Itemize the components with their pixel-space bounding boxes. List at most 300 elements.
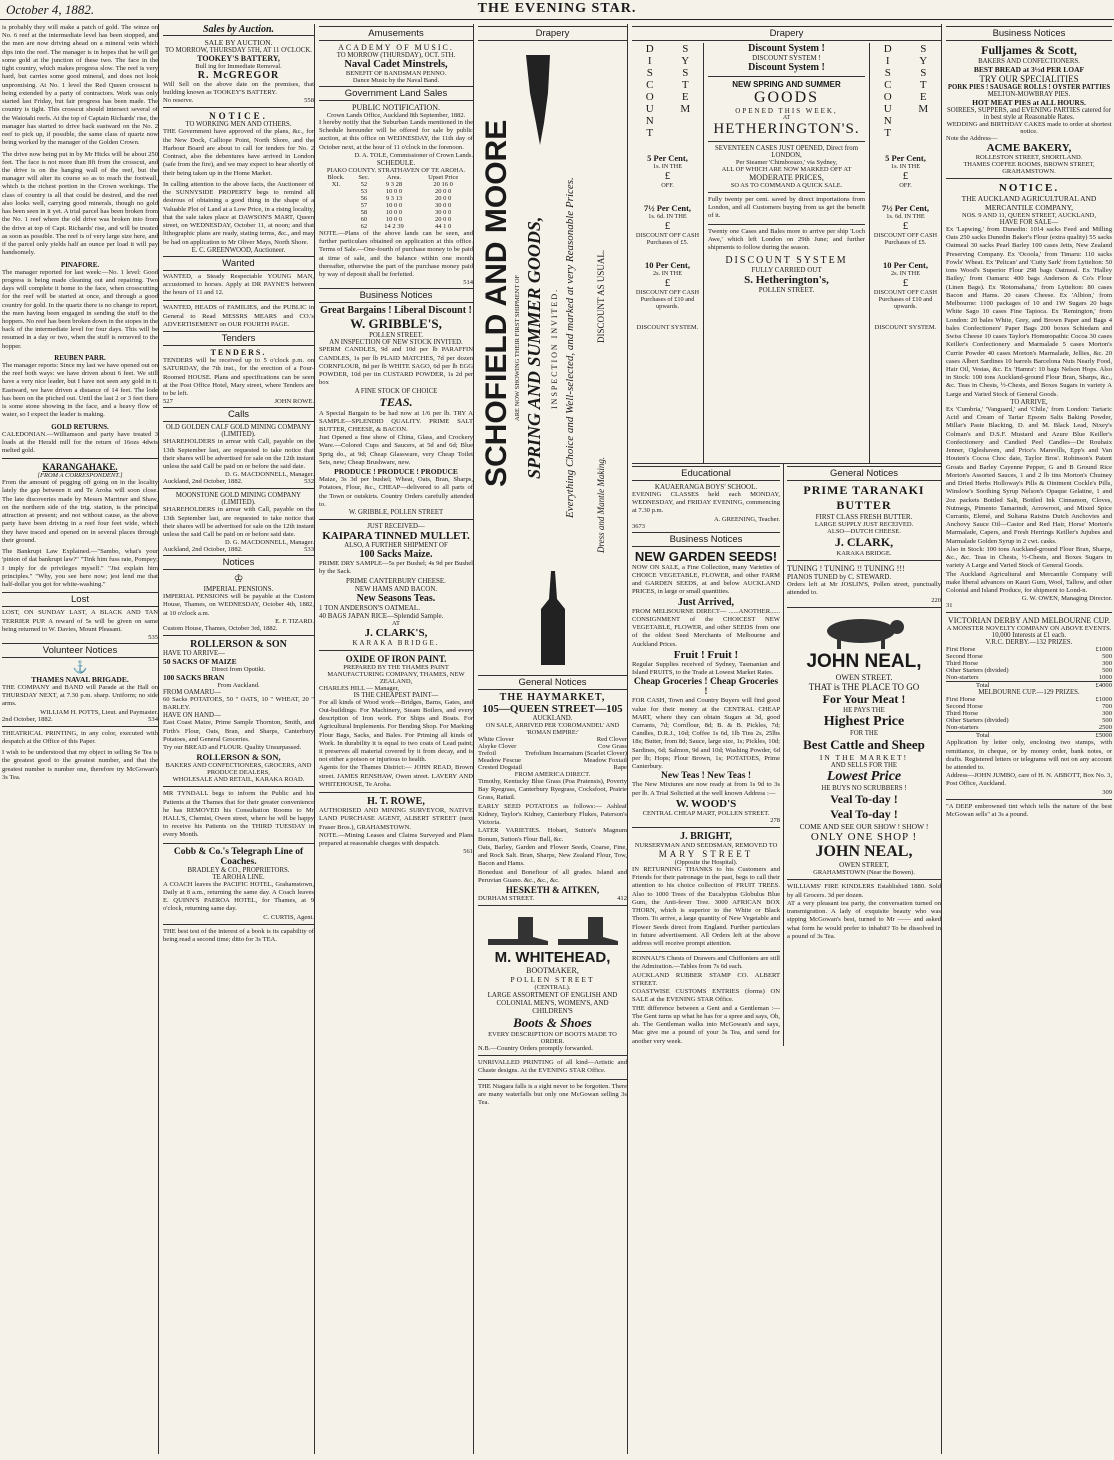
public-notification-place: Crown Lands Office, Auckland 8th September, 1882. — [326, 112, 466, 119]
produce-text: Maize, 3s 3d per bushel; Wheat, Oats, Bran, Sharps, Potatoes, Flour, &c., CHEAP—delivered to all parts of the Town or outskirts. Country Orders carefully attended to. — [319, 476, 473, 508]
agricultural-list: Ex 'Lapwing,' from Dunedin: 1014 sacks Feed and Milling Oats 250 sacks Dunedin Baker's Flour (extra quality) 55 sacks Oatmeal 30 sacks Pearl Barley 100 cases Jetts, New Zealand Preserving Company. Ex 'Ocoola,' from Timaru: 110 sacks Fowls' Wheat. Ex 'Pelican' and 'Cutty Sark' from Lyttelton: 50 tons Wood's Superior Flour 298 bags Oatmeal. Ex 'Halley Bailey,' from Oamaru: 400 bags Anderson & Co's Flour (Linen Bags). Ex 'Rotomahana,' from Lyttelton: 80 cases Bacon and Hams. 20 cases Cheese. Ex 'Albion,' from Melbourne: 1100 packages of 10 and 1W Sugars 20 bags White Sago 10 cases Fine Tapioca. Ex 'Remington,' from London: 20 bales White, Grey, and Brown Paper and Bags 4 bales Confectioners' Paper Bags 200 boxes Schiedam and Swiss Cheese 10 cases Taylor's Homœopathic Cocoa 30 cases Keiller's Confectionery and Marmalade 5 cases Morton's Currie Powder 40 cases Morton's Marmalade, Jellies, &c. 20 cases Albert Sardines 10 barrels Barcelona Nuts Nearly Food, Hair Oil, Vestas, &c. Ex 'Hamra': 10 bags Nelson Hops. Also in Stock: 100 tons Auckland-ground Flour Bran, Sharps, &c., &c. Teas in Chests, ½-Chests, and Boxes Sugars in variety A Large and Varied Stock of General Goods. — [946, 226, 1112, 398]
neal-place: THAT is THE PLACE TO GO — [808, 682, 920, 693]
kaipara-oatmeal: 1 TON ANDERSON'S OATMEAL. — [319, 603, 420, 612]
kaipara-prime-dry: PRIME DRY SAMPLE—5s per Bushel; 4s 9d per Bushel by the Sack. — [319, 560, 473, 576]
gribble-teas: TEAS. — [379, 394, 413, 409]
gribble-note: A Special Bargain to be had now at 1/6 per lb. TRY A SAMPLE—SPLENDID QUALITY. PRIME SALT BUTTER, CHEESE, & BACON. — [319, 409, 473, 433]
discount-rate-line: £ — [664, 170, 671, 182]
schedule-row — [319, 216, 473, 223]
prize-row — [946, 681, 1112, 689]
section-drapery: Drapery — [478, 26, 627, 41]
haymarket-city: AUCKLAND. — [532, 715, 573, 722]
just-arrived: Just Arrived, — [677, 596, 735, 608]
unrivalled-printing: UNRIVALLED PRINTING of all kind—Artistic and Chaste designs. At the EVENING STAR Office. — [478, 1059, 627, 1075]
schedule-header-cell: Area. — [386, 173, 402, 181]
victorian-monster: A MONSTER NOVELTY COMPANY ON ABOVE EVENTS. — [946, 625, 1112, 633]
prize-row — [946, 703, 1112, 710]
agricultural-for-sale: HAVE FOR SALE— — [999, 219, 1059, 226]
hetherington-center — [704, 43, 869, 463]
rowe-note: NOTE.—Mining Leases and Claims Surveyed and Plans prepared at reasonable charges with despatch. — [319, 831, 473, 848]
seed-name: White Clover — [478, 736, 514, 743]
per-steamer: Per Steamer 'Chimborazo,' via Sydney, — [735, 159, 838, 166]
newspaper-title: THE EVENING STAR. — [477, 1, 637, 16]
masthead — [0, 0, 1114, 20]
seed-name: Red Clover — [596, 736, 627, 743]
seed-name: Cow Grass — [597, 743, 627, 750]
reuben-report: The manager reports: Since my last we have opened out on the reef both ways: we have driven about 6 feet. We still have a very nice leader, but I have not seen any gold in it. Eastward, we have driven a distance of 14 feet. The lode has been on the pitched out. Until the last 2 or 3 feet there is some stone showing in the face, and a heavy flow of water, so I expect the leader is making. — [2, 361, 159, 419]
tenders-text: TENDERS will be received up to 5 o'clock p.m. on SATURDAY, the 7th inst., for the erection of a Four-Roomed HOUSE. Plans and specifications can be seen at the Post Office Hotel, Mary street, where Tenders are to be left. — [163, 357, 314, 398]
schedule-heading: SCHEDULE. — [376, 158, 416, 167]
schedule-cell: 20 0 0 — [435, 194, 452, 202]
column-1 — [2, 24, 159, 1454]
discount-rate-line: OFF. — [899, 182, 912, 189]
schedule-cell: 58 — [360, 208, 368, 216]
prize-row — [946, 674, 1112, 681]
cattle-illustration-icon — [787, 611, 935, 651]
seed-name: Rape — [613, 764, 627, 771]
schedule-row — [319, 209, 473, 216]
cobb-line: TE AROHA LINE. — [212, 873, 265, 881]
section-sales-by-auction: Sales by Auction. — [163, 24, 314, 36]
schedule-header-cell: Upset Price — [428, 173, 459, 181]
printing-notice: THEATRICAL PRINTING, in any color, executed with despatch at the Office of this Paper. — [2, 729, 158, 745]
neal-location: GRAHAMSTOWN (Near the Bowen). — [813, 869, 915, 877]
discount-rate-line: 10 Per Cent, — [645, 260, 690, 270]
seeds-title: NEW GARDEN SEEDS! — [634, 548, 778, 564]
also-in-stock: Also in Stock: 100 tons Auckland-ground Flour Bran, Sharps, &c., &c. Teas in Chests, ½-Chests, and Boxes Sugars in variety A Large and Varied Stock of General Goods. — [946, 545, 1112, 570]
kaipara-hams: NEW HAMS AND BACON. — [354, 584, 438, 593]
neal-only: ONLY ONE SHOP ! — [810, 831, 918, 844]
prize-row — [946, 724, 1112, 731]
fruit-text: Regular Supplies received of Sydney, Tasmanian and Island FRUITS, to the Trade at Lowest Market Rates. — [632, 660, 780, 677]
prize-cell: First Horse — [946, 696, 976, 704]
heading-pinafore: PINAFORE. — [60, 260, 100, 269]
discount-rate-line: 7½ Per Cent, — [643, 203, 692, 213]
neal-veal: Veal To-day ! — [830, 792, 898, 807]
oxide-subtitle: PREPARED BY THE THAMES PAINT MANUFACTURING COMPANY, THAMES, NEW ZEALAND, — [327, 663, 465, 685]
school-text: EVENING CLASSES held each MONDAY, WEDNESDAY, and FRIDAY EVENING, commencing at 7.30 p.m. — [632, 491, 780, 515]
twenty-one-cases: Twenty one Cases and Bales more to arrive per ship 'Loch Awe,' which left London on 29th June; and further shipments to follow during the season. — [708, 227, 865, 252]
tenders-heading: TENDERS. — [210, 348, 267, 358]
discount-rate-line: 2s. IN THE — [652, 270, 683, 277]
opposite-hospital: (Opposite the Hospital). — [674, 858, 738, 866]
tea-notice: I wish to be understood that my object in selling Se Tea is the greatest good to the greatest number, and that the greatest number is number one, therefore try McGowan's 3s Tea. — [2, 749, 158, 781]
seed-row — [478, 736, 627, 743]
kaipara-cheese: PRIME CANTERBURY CHEESE. — [346, 576, 446, 585]
neal-title-2: JOHN NEAL, — [815, 843, 913, 861]
schedule-cell: 30 0 0 — [435, 201, 452, 209]
schedule-header-cell: Sec. — [358, 173, 370, 181]
prize-cell: Second Horse — [946, 703, 983, 711]
rowe-number: 561 — [463, 848, 473, 856]
notice-title: NOTICE. — [998, 182, 1060, 194]
schedule-cell: 60 — [360, 215, 368, 223]
new-teas: New Teas ! New Teas ! — [661, 771, 751, 782]
public-notification-number: 514 — [463, 279, 473, 287]
royal-crest-icon: ♔ — [233, 573, 244, 586]
fulljames-soirees: SOIREES, SUPPERS, and EVENING PARTIES catered for in best style at Reasonable Rates. — [947, 107, 1111, 121]
rowe-title: H. T. ROWE, — [367, 796, 425, 808]
goods-label: GOODS — [753, 89, 820, 106]
to-arrive-list: Ex 'Cumbria,' 'Vanguard,' and 'Chile,' from London: Tartaric Acid and Cream of Tartar Epsom Salts Baking Powder, Millar's Paste Blacking, D. and M. Black Lead, Nixey's Colman's and D.S.F. Mustard and Azure Blue Keiller's Confectionery and Candied Peel Candles—De Roubaix Jenner, Ogleshaven, and Price's Marsvills, Epp's and Van Houten's Cocoa Choc date, Taylor Bros'. Robinson's Patent Groats and Barley Cayenne Pepper, G and B Ground Rice Morton's Assorted Sauces, 1 and 2 lb tins Morton's Chutney and Dried Herbs Holloway's Pills & Ointment Cockle's Pills, Winslow's Soothing Syrup Nelson's Opaque Gelatine, 1 and 2oz packets Bottled Salt, Bottled Ink Cinnamon, Cloves, Nutmegs, Pimento Tamarindi, Arrowroot, and Mixed Spice Currants, Elemé, and Sultana Raisins Dutch Anchovies and Anchovy Sauce Oil—Castor and Red Hair, Horse' Morton's Marmalade, Capers, and Fresh Herrings Keiller's Jujubes and Marmalade Golden Syrup in 2 cwt. casks. — [946, 405, 1112, 545]
prize-cell: £1000 — [1095, 646, 1112, 654]
prize-row — [946, 717, 1112, 724]
system-left-label: SYSTEM — [679, 43, 692, 115]
discount-rate-line: 1s. 6d. IN THE — [648, 213, 687, 220]
hetherington-ad — [632, 43, 941, 463]
neal-pays: HE PAYS THE — [843, 707, 885, 715]
haymarket-late: LATER VARIETIES. Hobart, Sutton's Magnum Bonum, Sutton's Flour Ball, &c. — [478, 827, 627, 843]
rollerson-on-hand-items: East Coast Maize, Prime Sample Thornton, Smith, and Firth's Flour, Oats, Bran, and Sharps, Canterbury Potatoes, and General Groceries. — [163, 719, 314, 743]
cobb-signature: C. CURTIS, Agent. — [263, 913, 314, 921]
schedule-row — [319, 181, 473, 188]
fulljames-hot-pies: HOT MEAT PIES at ALL HOURS. — [972, 98, 1086, 107]
gribble-headline: Great Bargains ! Liberal Discount ! — [320, 305, 472, 317]
discount-rate-line: £ — [902, 277, 909, 289]
column-6 — [946, 24, 1112, 1454]
discount-rate-line: 7½ Per Cent, — [881, 203, 930, 213]
prize-row — [946, 653, 1112, 660]
schofield-inspection: INSPECTION INVITED. — [550, 287, 559, 409]
application-address: Address—JOHN JUMBO, care of H. N. ABBOTT, Box No. 3, Post Office, Auckland. — [946, 772, 1112, 788]
victorian-interests: 10,000 Interests at £1 each. — [991, 632, 1067, 640]
pointing-hand-down-icon — [518, 53, 558, 148]
naval-brigade-title: THAMES NAVAL BRIGADE. — [31, 675, 129, 684]
section-notices: Notices — [163, 555, 314, 570]
coastwise-notice: COASTWISE CUSTOMS ENTRIES (forms) ON SALE at the EVENING STAR Office. — [632, 988, 780, 1004]
haymarket-number: 412 — [617, 895, 627, 903]
section-volunteer: Volunteer Notices — [2, 643, 158, 658]
academy-date: TO MORROW (THURSDAY), OCT. 5TH. — [336, 52, 456, 59]
neal-cattle: Best Cattle and Sheep — [803, 737, 925, 753]
sale-auctioneer: R. McGREGOR — [197, 70, 280, 81]
prize-cell: £1000 — [1095, 696, 1112, 704]
fulljames-title: Fulljames & Scott, — [981, 43, 1077, 57]
schofield-dressmaking: Dress and Mantle Making. — [596, 456, 606, 553]
discount-rate-line: OFF. — [661, 182, 674, 189]
lost-notice: LOST, ON SUNDAY LAST, A BLACK AND TAN TERRIER PUP. A reward of 5s will be given on same being returned to W. Davies, Mount Pleasant. — [2, 609, 158, 633]
seed-row — [478, 750, 627, 757]
discount-left-rates — [632, 153, 703, 310]
taranaki-fresh: FIRST CLASS FRESH BUTTER. — [815, 513, 913, 521]
oxide-manager: CHARLES HILL — Manager, — [319, 684, 400, 692]
rollerson-bran-source: From Auckland. — [217, 681, 260, 689]
tenders-number: 527 — [163, 398, 173, 406]
agricultural-signature: G. W. OWEN, Managing Director. — [1021, 595, 1112, 603]
application-text: Application by letter only, enclosing two stamps, with remittance, in cheque, or by money order, bank notes, or drafts. Registered letters or telegrams will not on any account be attended to. — [946, 739, 1112, 772]
hetherington-footer: S. Hetherington's, — [744, 274, 829, 287]
schedule-cell: XI. — [331, 180, 341, 188]
to-arrive: TO ARRIVE, — [1010, 398, 1048, 406]
haymarket-signature: HESKETH & AITKEN, — [505, 885, 600, 896]
sale-reserve: No reserve. — [163, 97, 194, 105]
rollerson-address: WHOLESALE AND RETAIL, KARAKA ROAD. — [172, 776, 305, 784]
neal-highest: Highest Price — [823, 714, 905, 730]
vrc-derby-title: V.R.C. DERBY.—132 PRIZES. — [985, 639, 1073, 647]
oxide-text: For all kinds of Wood work—Bridges, Barns, Gates, and Out-buildings. For Machinery, Steam Boilers, and every description of Iron work. For Ships and Boats. For Agricultural Implements. For Bending Shop. For Marking Flour Bags, Sacks, and Bales. For Priming all kinds of Work. In durability it is equal to two coats of Lead paint; it preserves all material covered by it from decay, and is not either a poison or injurious to health. — [319, 698, 473, 764]
schofield-goods: SPRING AND SUMMER GOODS, — [524, 216, 544, 480]
gold-returns-text: CALEDONIAN.—Williamson and party have treated 3 loads at the Herald mill for the return of 16ozs 4dwts melted gold. — [2, 430, 158, 455]
tenders-signature: JOHN ROWE. — [274, 398, 314, 406]
whitehead-description: EVERY DESCRIPTION OF BOOTS MADE TO ORDER. — [488, 1031, 617, 1046]
section-tenders: Tenders — [163, 331, 314, 346]
fulljames-specialities: TRY OUR SPECIALITIES — [979, 74, 1079, 84]
seed-row — [478, 764, 627, 771]
calls1-text: SHAREHOLDERS in arrear with Call, payable on the 13th September last, are requested to take notice that their shares will be advertised for sale on the 12th instant unless the said Call be paid on or before the said date. — [163, 438, 314, 471]
at-label: AT — [782, 115, 791, 121]
discount-rate-block — [632, 203, 703, 246]
application-number: 309 — [1102, 788, 1112, 796]
bright-title: J. BRIGHT, — [680, 830, 732, 842]
tea-party-notice: AT a very pleasant tea party, the conversation turned on transmigration. A lady of exquisite beauty who was sipping McGowan's best, turned to Mr —— and asked what form he would prefer to inhabit? To be dissolved in a pound of 3s Tea. — [787, 899, 941, 940]
kaipara-further: ALSO, A FURTHER SHIPMENT OF — [344, 542, 448, 550]
marked-off: ALL OF WHICH ARE NOW MARKED OFF AT — [721, 166, 852, 173]
prize-row — [946, 696, 1112, 703]
schedule-cell: 62 — [360, 222, 368, 230]
heading-reuben-parr: REUBEN PARR. — [54, 353, 106, 362]
tuning-number: 220 — [931, 597, 941, 605]
calls2-signature: D. G. MACDONNELL, Manager. — [224, 539, 314, 547]
seeds-text: NOW ON SALE, a Fine Collection, many Varieties of CHOICE VEGETABLE, FLOWER, and other FARM and GARDEN SEEDS, at and below AUCKLAND PRICES, in large or small quantities. — [632, 563, 780, 596]
column-5-left — [632, 464, 784, 1046]
discount-rate-line: 5 Per Cent, — [647, 153, 688, 163]
cheap-groceries-text: FOR CASH, Town and Country Buyers will find good value for their money at the CENTRAL CHEAP MART, where they can obtain Sugars at 3d, good Currants, 7d; Cornflour, 8d; B. & B. Pickles, 7d; Candles, D.R.J., 10d; Coffee 1s 6d, 1lb Tins 2s, 25lbs 18s; Butter, from 8d; Sauce, large size, 1s; Pickles, 10d; Sardines, 6d; Salmon, 9d and 10d; Washing Powder, 6d per lb; Hops; Flour Brown, 1s; POTATOES, Prime Canterbury. — [632, 697, 780, 771]
discount-right-label: DISCOUNT — [881, 43, 894, 139]
rollerson-maize: 50 SACKS OF MAIZE — [163, 656, 237, 666]
tuning-text: Orders left at Mr JOSLIN'S, Pollen street, punctually attended to. — [787, 581, 941, 597]
discount-left-panel — [632, 43, 704, 463]
schedule-cell: 20 0 0 — [435, 187, 452, 195]
column-3 — [319, 24, 474, 1454]
fully-carried-out: FULLY CARRIED OUT — [751, 266, 822, 275]
lost-number: 535 — [148, 634, 158, 641]
schedule-cell: 52 — [360, 180, 368, 188]
gent-notice: THE difference between a Gent and a Gentleman :—The Gent turns up what he has for a spree and says, Oh, ah. The Gentleman walks into McGowan's and says, Mac give me a pound of your 3s Tea, and send for another very week. — [632, 1004, 780, 1045]
mary-street: MARY STREET — [658, 848, 754, 859]
prize-cell: 1000 — [1098, 674, 1112, 682]
discount-rate-line: £ — [902, 220, 909, 232]
neal-street: OWEN STREET. — [835, 673, 893, 683]
opened-this-week: OPENED THIS WEEK, — [735, 107, 838, 115]
prize-row — [946, 660, 1112, 667]
discount-rate-line: DISCOUNT OFF CASH Purchases of £5. — [873, 232, 938, 246]
schedule-cell: 56 — [360, 194, 368, 202]
discount-rate-block — [870, 260, 941, 310]
bright-subtitle: NURSERYMAN AND SEEDSMAN, REMOVED TO — [634, 841, 778, 849]
seed-row — [478, 757, 627, 764]
seed-row — [478, 743, 627, 750]
whitehead-street: POLLEN STREET — [510, 975, 595, 985]
section-business-notices: Business Notices — [319, 288, 473, 303]
haymarket-oats: Oats, Barley, Garden and Flower Seeds, Coarse, Fine, and Rock Salt. Bran, Sharps, New Zealand Flour, Tow, Bacon and Hams. — [478, 843, 627, 868]
schedule-cell — [319, 202, 353, 209]
discount-rate-line: 1s. IN THE — [890, 163, 921, 170]
fulljames-subtitle: BAKERS AND CONFECTIONERS. — [978, 58, 1080, 65]
prize-cell: 700 — [1102, 703, 1112, 711]
taranaki-title: PRIME TARANAKI BUTTER — [803, 483, 925, 512]
prize-cell: £5000 — [1095, 732, 1112, 740]
system-right-label: SYSTEM — [917, 43, 930, 115]
schedule-cell: 10 0 0 — [385, 215, 403, 223]
kaipara-just-received: JUST RECEIVED— — [367, 523, 425, 531]
vrc-derby-table — [946, 646, 1112, 689]
notice-signature: E. C. GREENWOOD, Auctioneer. — [191, 246, 286, 254]
section-lost: Lost — [2, 592, 158, 607]
schedule-cell — [319, 216, 353, 223]
calls2-date: Auckland, 2nd October, 1882. — [163, 546, 243, 554]
pensions-signature: E. F. TIZARD. — [275, 617, 314, 625]
schedule-cell — [319, 209, 353, 216]
discount-rate-block — [870, 153, 941, 189]
haymarket-on-sale: ON SALE, ARRIVED PER 'COROMANDEL' AND 'ROMAN EMPIRE:' — [485, 722, 620, 736]
schedule-cell: 53 — [360, 187, 368, 195]
discount-right-rates — [870, 153, 941, 310]
hetherington-title: HETHERINGTON'S. — [713, 121, 860, 137]
prize-row — [946, 710, 1112, 717]
seed-name: Alsyke Clover — [478, 743, 517, 750]
academy-note: Dance Music by the Naval Band. — [352, 77, 440, 84]
notice-subtitle: TO WORKING MEN AND OTHERS. — [185, 121, 292, 129]
prize-cell: Non-starters — [946, 674, 979, 682]
sale-subtitle: Bull ing for Immediate Removal. — [195, 63, 282, 70]
ronnau-notice: RONNAU'S Chests of Drawers and Chiffoniers are still the Admiration.—Tables from 7s 6d each. — [632, 955, 780, 971]
naval-brigade-number: 534 — [148, 715, 158, 723]
cheap-groceries: Cheap Groceries ! Cheap Groceries ! — [633, 677, 779, 698]
schedule-header-cell: Block. — [327, 173, 345, 181]
schedule-cell: 30 0 0 — [435, 208, 452, 216]
calls1-heading: OLD GOLDEN CALF GOLD MINING COMPANY (LIMITED). — [165, 424, 312, 439]
discount-rate-line: 5 Per Cent, — [885, 153, 926, 163]
niagara-notice: THE Niagara falls is a sight never to be forgotten. There are many waterfalls but only one McGowan selling 3s Tea. — [478, 1082, 627, 1106]
schedule-cell: 20 16 0 — [433, 180, 453, 188]
discount-right-system: DISCOUNT SYSTEM. — [874, 324, 937, 331]
gribble-items: SPERM CANDLES, 9d and 10d per lb PARAFFIN CANDLES, 1s per lb PLAID MATCHES, 7d per dozen CORNFLOUR, 8d per lb WHITE SAGO, 6d per lb EGG POWDER, 10d per tin CUSTARD POWDER, 1s 2d per box — [319, 346, 473, 387]
section-general-notices-2: General Notices — [787, 466, 941, 481]
discount-rate-line: DISCOUNT OFF CASH Purchases of £10 and upwards. — [873, 289, 938, 310]
agricultural-title: THE AUCKLAND AGRICULTURAL AND MERCANTILE COMPANY, — [961, 194, 1097, 212]
calls1-date: Auckland, 2nd October, 1882. — [163, 478, 243, 486]
public-notification-signature: D. A. TOLE, Commissioner of Crown Lands. — [354, 151, 473, 159]
acme-street: ROLLESTON STREET, SHORTLAND. — [975, 154, 1083, 161]
wanted-ad-2: WANTED, HEADS of FAMILIES, and the PUBLIC in General to Read MESSRS MEARS and CO.'s ADVERTISEMENT on OUR FOURTH PAGE. — [163, 304, 314, 328]
fulljames-wedding: WEDDING and BIRTHDAY CAKES made to order at shortest notice. — [946, 121, 1112, 135]
schedule-row — [319, 202, 473, 209]
prize-row — [946, 731, 1112, 739]
issue-date: October 4, 1882. — [6, 2, 95, 17]
section-drapery-2: Drapery — [632, 26, 941, 41]
school-signature: A. GREENING, Teacher. — [713, 515, 780, 523]
academy-title: Naval Cadet Minstrels, — [344, 59, 448, 70]
produce-heading: PRODUCE ! PRODUCE ! PRODUCE — [334, 467, 458, 477]
rollerson-bread: Try our BREAD and FLOUR. Quality Unsurpassed. — [163, 744, 302, 752]
discount-rate-block — [870, 203, 941, 246]
seventeen-cases: SEVENTEEN CASES JUST OPENED, Direct from LONDON, — [715, 145, 858, 159]
rollerson-title: ROLLERSON & SON — [190, 638, 287, 650]
prize-cell: Total — [976, 732, 990, 740]
rubber-stamp-notice: AUCKLAND RUBBER STAMP CO. ALBERT STREET. — [632, 971, 780, 987]
neal-meat: For Your Meat ! — [822, 692, 906, 707]
bright-text: IN RETURNING THANKS to his Customers and Friends for their patronage in the past, begs to call their attention to his choice collection of FRUIT TREES. Also to 1000 Trees of the Eucalyptus Globulus Blue Gum, the Anti-fever Tree. 3000 AFRICAN BOX THORN, which is superior to the White or Black Thorn. To arrive, a large quantity of New Vegetable and Flower Seeds direct from England. Further particulars in future advertisement. All Orders left at the above address will receive prompt attention. — [632, 865, 780, 947]
column-4 — [478, 24, 628, 1454]
oxide-cheapest: IS THE CHEAPEST PAINT— — [353, 691, 439, 699]
sale-text: Will Sell on the above date on the premises, that building known as TOOKEY'S BATTERY. — [163, 81, 314, 97]
discount-rate-line: 10 Per Cent, — [883, 260, 928, 270]
schedule-cell — [319, 223, 353, 230]
gribble-tea-label: A FINE STOCK OF CHOICE — [354, 387, 438, 395]
best-test-notice: THE best test of the interest of a book is its capability of being read a second time; ditto for 3s TEA. — [163, 927, 314, 943]
neal-scrubbers: HE BUYS NO SCRUBBERS ! — [821, 785, 907, 793]
clark-bridge: KARAKA BRIDGE. — [836, 550, 892, 557]
seed-name: Crested Dogstail — [478, 764, 523, 771]
clark-title: J. CLARK, — [834, 535, 894, 549]
neal-sells: AND SELLS FOR THE — [830, 762, 898, 770]
quick-sale: SO AS TO COMMAND A QUICK SALE. — [730, 182, 843, 189]
discount-rate-line: 1s. 6d. IN THE — [886, 213, 925, 220]
prize-cell: 500 — [1102, 717, 1112, 725]
wood-number: 278 — [770, 816, 780, 824]
heading-karangahake: KARANGAHAKE. — [42, 462, 118, 473]
prize-cell: 500 — [1102, 653, 1112, 661]
gribble-inspection: AN INSPECTION OF NEW STOCK INVITED. — [329, 339, 463, 347]
rollerson-oamaru-items: 60 Sacks POTATOES, 50 " OATS, 10 " WHEAT, 20 " BARLEY. — [163, 695, 314, 712]
kindlers-notice: WILLIAMS' FIRE KINDLERS Established 1880. Sold by all Grocers. 3d per dozen. — [787, 883, 941, 899]
calls2-number: 533 — [304, 546, 314, 554]
section-educational: Educational — [632, 466, 780, 481]
gribble-name: W. GRIBBLE'S, — [350, 316, 442, 332]
column-5-right — [784, 464, 941, 1046]
deep-tint-notice: "A DEEP embrowned tint which tells the nature of the best McGowan sells" at 3s a pound. — [946, 802, 1112, 818]
neal-for: FOR THE — [849, 730, 878, 738]
whitehead-nb: N.B.—Country Orders promptly forwarded. — [478, 1045, 593, 1053]
discount-rate-line: £ — [664, 277, 671, 289]
naval-brigade-signature: WILLIAM H. POTTS, Lieut. and Paymaster. — [40, 708, 158, 716]
pensions-heading: IMPERIAL PENSIONS. — [203, 585, 274, 594]
new-spring-summer: NEW SPRING AND SUMMER — [732, 80, 841, 89]
whitehead-title: M. WHITEHEAD, — [494, 949, 611, 967]
discount-rate-line: 2s. IN THE — [890, 270, 921, 277]
schedule-cell: 14 2 39 — [384, 222, 404, 230]
cobb-title: Cobb & Co.'s Telegraph Line of Coaches. — [173, 846, 304, 867]
school-number: 3673 — [632, 522, 645, 530]
haymarket-america-items: Timothy, Kentucky Blue Grass (Poa Pratensis), Poverty Bay Ryegrass, Canterbury Ryegrass, Cocksfoot, Prairie Grass, Rattail. — [478, 778, 627, 802]
pensions-place: Custom House, Thames, October 3rd, 1882. — [163, 624, 278, 632]
kaipara-maize: 100 Sacks Maize. — [359, 549, 433, 561]
prize-cell: 500 — [1102, 667, 1112, 675]
haymarket-title: THE HAYMARKET, — [499, 692, 606, 703]
oxide-title: OXIDE OF IRON PAINT. — [345, 653, 447, 664]
schedule-subtitle: PIAKO COUNTY. STRATHAVEN OF TE AROHA. — [326, 166, 466, 174]
prize-cell: Third Horse — [946, 660, 979, 668]
just-arrived-text: FROM MELBOURNE DIRECT— ......ANOTHER...... CONSIGNMENT of the CHOICEST NEW VEGETABLE, FLOWER, and other SEEDS from one of the oldest Seed Merchants of Melbourne and Auckland Prices. — [632, 607, 780, 648]
neal-street-2: OWEN STREET, — [839, 861, 889, 870]
neal-come: COME AND SEE OUR SHOW ! SHOW ! — [799, 822, 929, 832]
tuning-title: TUNING ! TUNING !! TUNING !!! — [787, 564, 905, 573]
discount-left-label: DISCOUNT — [643, 43, 656, 139]
naval-brigade-text: THE COMPANY and BAND will Parade at the Hall on THURSDAY NEXT, at 7.30 p.m. sharp. Uniform; no side arms. — [2, 684, 158, 708]
calls1-signature: D. G. MACDONNELL, Manager. — [224, 471, 314, 479]
seed-name: Meadow Fescue — [478, 757, 522, 764]
gribble-opened: Just Opened a fine show of China, Glass, and Crockery Ware.—Colored Cups and Saucers, at 5d and 6d; Blue Sprig do., at 9d; Cheap Glassware, very Cheap Toilet Sets, new; Cheap Brushware, new. — [319, 434, 473, 466]
melbourne-cup-title: MELBOURNE CUP.—129 PRIZES. — [978, 689, 1080, 697]
hetherington-street: POLLEN STREET. — [758, 286, 815, 295]
section-business-notices-2: Business Notices — [632, 532, 780, 547]
naval-brigade-date: 2nd October, 1882. — [2, 715, 53, 723]
prize-cell: Total — [976, 682, 990, 690]
schedule-note: NOTE.—Plans of the above lands can be seen, and further particulars obtained on application at this office. Terms of Sale.—One-fourth of purchase money to be paid at time of sale, and the balance within one month thereafter, otherwise the part of the purchase money paid by way of deposit shall be forfeited. — [319, 229, 473, 279]
neal-market: IN THE MARKET! — [819, 753, 909, 763]
haymarket-bone: Bonedust and Bonefiour of all grades. Island and Peruvian Guano. &c., &c., &c. — [478, 868, 627, 884]
public-notification-heading: PUBLIC NOTIFICATION. — [352, 103, 440, 112]
